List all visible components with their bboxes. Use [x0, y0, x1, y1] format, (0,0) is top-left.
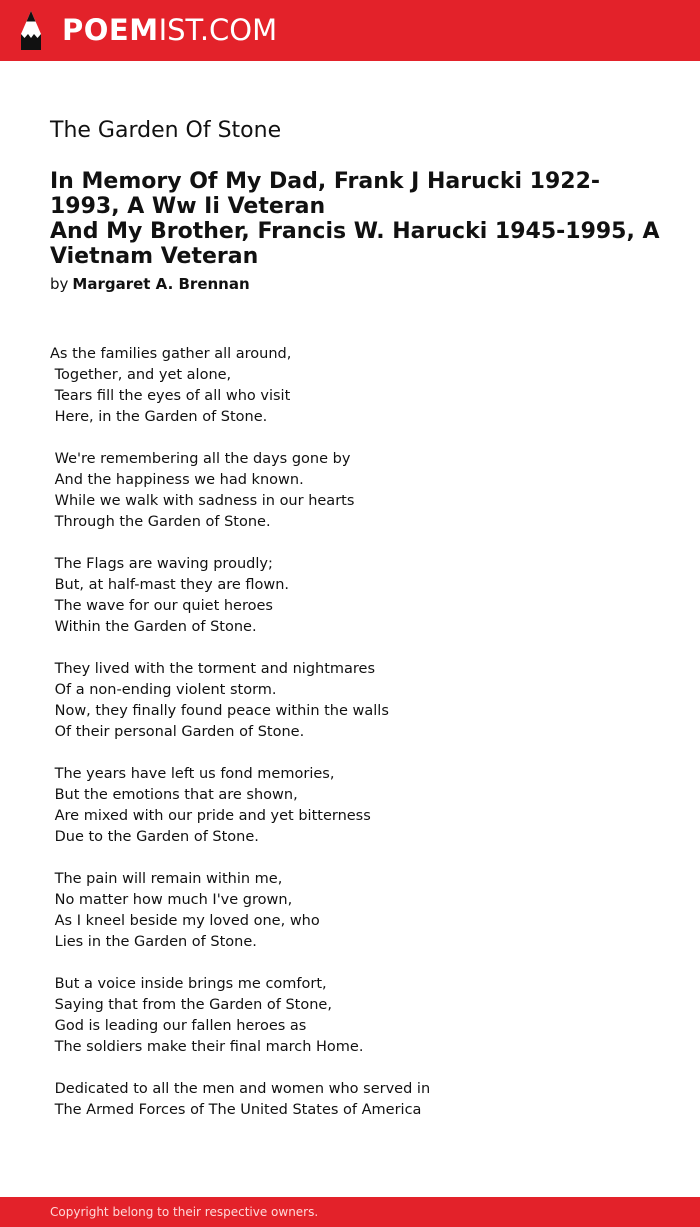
poem-line: Due to the Garden of Stone. — [50, 829, 259, 845]
poem-line: The years have left us fond memories, — [50, 766, 335, 782]
stanza — [50, 554, 430, 638]
byline — [50, 274, 250, 294]
logo-bold-text: POEM — [62, 13, 159, 47]
poem-line: Within the Garden of Stone. — [50, 619, 257, 635]
poem-line: Are mixed with our pride and yet bitterness — [50, 808, 371, 824]
pencil-icon[interactable] — [18, 10, 44, 52]
poem-line: The pain will remain within me, — [50, 871, 283, 887]
poem-line: Lies in the Garden of Stone. — [50, 934, 257, 950]
poem-line: Tears fill the eyes of all who visit — [50, 388, 291, 404]
poem-line: Through the Garden of Stone. — [50, 514, 271, 530]
poem-line: As I kneel beside my loved one, who — [50, 913, 320, 929]
poem-line: While we walk with sadness in our hearts — [50, 493, 355, 509]
stanza — [50, 659, 430, 743]
poem-line: The wave for our quiet heroes — [50, 598, 273, 614]
stanza — [50, 449, 430, 533]
poem-line: They lived with the torment and nightmares — [50, 661, 376, 677]
poem-line: But, at half-mast they are flown. — [50, 577, 290, 593]
author-name[interactable]: Margaret A. Brennan — [72, 275, 250, 293]
site-footer — [0, 1197, 700, 1227]
poem-line: Of their personal Garden of Stone. — [50, 724, 305, 740]
stanza — [50, 764, 430, 848]
copyright-notice: Copyright belong to their respective owners. — [50, 1205, 319, 1219]
poem-line: Now, they finally found peace within the walls — [50, 703, 389, 719]
poem-line: Together, and yet alone, — [50, 367, 232, 383]
poem-line: Of a non-ending violent storm. — [50, 682, 277, 698]
poem-line: As the families gather all around, — [50, 346, 292, 362]
poem-line: The Flags are waving proudly; — [50, 556, 273, 572]
poem-line: And the happiness we had known. — [50, 472, 304, 488]
subtitle-line: In Memory Of My Dad, Frank J Harucki 1922-1993, A Ww Ii Veteran — [50, 169, 601, 219]
poem-line: But the emotions that are shown, — [50, 787, 298, 803]
poem-subtitle — [50, 169, 660, 269]
poem-line: We're remembering all the days gone by — [50, 451, 351, 467]
stanza — [50, 974, 430, 1058]
poem-line: The soldiers make their final march Home. — [50, 1039, 364, 1055]
logo-thin-text: IST.COM — [158, 13, 278, 47]
site-logo[interactable] — [62, 12, 277, 48]
poem-line: But a voice inside brings me comfort, — [50, 976, 327, 992]
stanza — [50, 1079, 430, 1121]
poem-line: Saying that from the Garden of Stone, — [50, 997, 332, 1013]
poem-line: Dedicated to all the men and women who served in — [50, 1081, 431, 1097]
stanza — [50, 344, 430, 428]
poem-line: No matter how much I've grown, — [50, 892, 293, 908]
site-header — [0, 0, 700, 61]
poem-line: God is leading our fallen heroes as — [50, 1018, 307, 1034]
poem-title: The Garden Of Stone — [50, 118, 282, 143]
poem-line: Here, in the Garden of Stone. — [50, 409, 268, 425]
stanza — [50, 869, 430, 953]
by-label: by — [50, 275, 69, 293]
poem-body — [50, 344, 430, 1142]
poem-line: The Armed Forces of The United States of America — [50, 1102, 422, 1118]
subtitle-line: And My Brother, Francis W. Harucki 1945-1995, A Vietnam Veteran — [50, 219, 660, 269]
